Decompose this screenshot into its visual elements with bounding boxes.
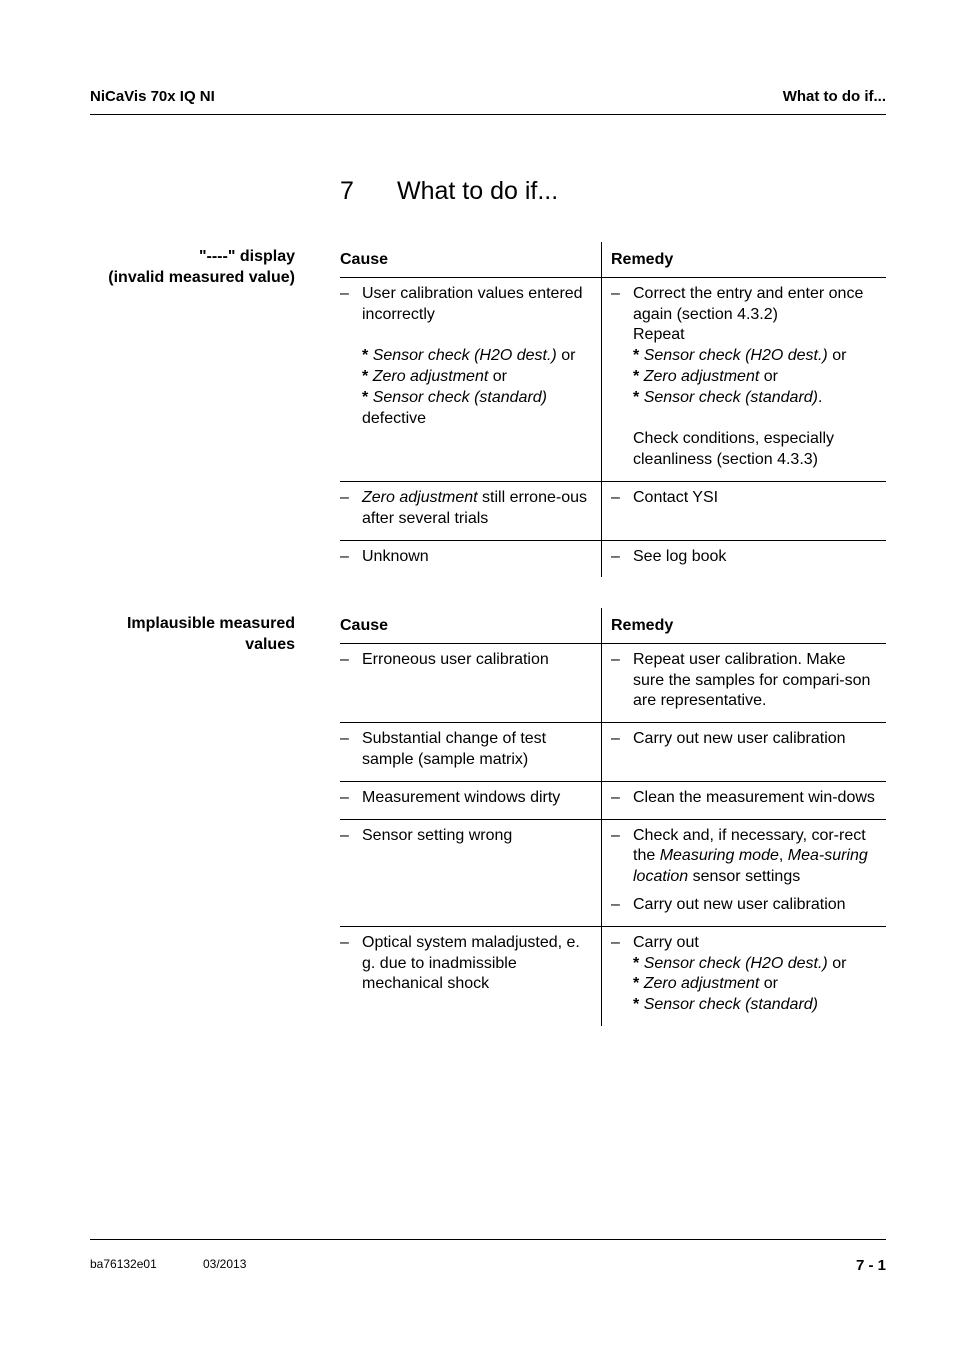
list-item	[611, 895, 886, 916]
dash-bullet: –	[611, 284, 620, 302]
remedy-cell	[602, 723, 887, 782]
table-row	[340, 643, 886, 722]
sub-item	[362, 388, 593, 409]
menu-term: Sensor check (H2O dest.)	[372, 347, 557, 365]
sub-item-tail: .	[818, 388, 823, 406]
chapter-number: 7	[340, 177, 354, 205]
cause-cell	[340, 819, 602, 926]
sub-item	[633, 367, 878, 388]
sub-item-tail: or	[759, 975, 778, 993]
list-item	[340, 729, 601, 771]
list-item	[611, 488, 886, 509]
section-label-line: "----" display	[198, 248, 295, 265]
dash-bullet: –	[611, 788, 620, 806]
column-header-cause: Cause	[340, 242, 602, 277]
asterisk-bullet: *	[633, 367, 640, 385]
footer-document-code: ba76132e01	[90, 1257, 157, 1271]
dash-bullet: –	[340, 284, 349, 302]
sub-item-tail: or	[488, 367, 507, 385]
list-item	[611, 788, 886, 809]
sub-item-tail: or	[827, 347, 847, 365]
table-row	[340, 926, 886, 1026]
section-label-implausible-values	[35, 613, 295, 655]
cause-text: Erroneous user calibration	[362, 650, 549, 668]
remedy-text: Carry out new user calibration	[633, 730, 846, 748]
dash-bullet: –	[340, 650, 349, 668]
remedy-text: Repeat	[633, 326, 685, 344]
asterisk-bullet: *	[633, 954, 640, 972]
menu-term: Sensor check (H2O dest.)	[643, 954, 828, 972]
sub-item	[633, 974, 878, 995]
table-header-row	[340, 608, 886, 643]
item-text	[362, 284, 601, 430]
footer-date: 03/2013	[203, 1257, 247, 1271]
remedy-text: See log book	[633, 547, 727, 565]
sub-item-tail: or	[759, 367, 778, 385]
dash-bullet: –	[340, 488, 349, 506]
sub-item	[633, 346, 878, 367]
menu-term: Sensor check (H2O dest.)	[643, 347, 828, 365]
chapter-title: What to do if...	[397, 177, 559, 205]
item-text	[633, 933, 886, 1016]
item-text	[362, 488, 601, 530]
remedy-text: Repeat user calibration. Make sure the samples for compari-son are representative.	[633, 650, 871, 710]
spacer	[362, 325, 593, 346]
column-header-cause: Cause	[340, 608, 602, 643]
remedy-text: Correct the entry and enter once again (section 4.3.2)	[633, 284, 864, 323]
dash-bullet: –	[611, 488, 620, 506]
remedy-text: Check and, if necessary, cor-rect the	[633, 826, 866, 865]
table-row	[340, 277, 886, 481]
list-item	[611, 729, 886, 750]
footer-rule	[90, 1239, 886, 1240]
cause-cell	[340, 277, 602, 481]
cause-text: Measurement windows dirty	[362, 788, 561, 806]
list-item	[611, 826, 886, 888]
cause-cell	[340, 926, 602, 1026]
list-item	[340, 826, 601, 847]
remedy-text: Carry out new user calibration	[633, 895, 846, 913]
table-row	[340, 540, 886, 577]
remedy-cell	[602, 277, 887, 481]
cause-cell	[340, 540, 602, 577]
remedy-cell	[602, 781, 887, 819]
remedy-cell	[602, 643, 887, 722]
menu-term: Zero adjustment	[643, 975, 760, 993]
cause-text: Unknown	[362, 547, 429, 565]
list-item	[340, 547, 601, 568]
menu-term: Zero adjustment	[362, 488, 478, 506]
remedy-text: ,	[778, 847, 788, 865]
table-header-row	[340, 242, 886, 277]
remedy-cell	[602, 819, 887, 926]
dash-bullet: –	[340, 788, 349, 806]
item-text	[633, 826, 886, 888]
dash-bullet: –	[340, 730, 349, 748]
list-item	[611, 650, 886, 712]
header-chapter-title: What to do if...	[782, 88, 886, 105]
sub-item	[633, 954, 878, 975]
item-text	[633, 284, 886, 471]
column-header-remedy: Remedy	[602, 242, 887, 277]
dash-bullet: –	[611, 547, 620, 565]
menu-term: Measuring mode	[659, 847, 779, 865]
menu-term: Sensor check (standard)	[643, 996, 818, 1014]
dash-bullet: –	[611, 895, 620, 913]
dash-bullet: –	[340, 933, 349, 951]
list-item	[611, 933, 886, 1016]
page-number: 7 - 1	[855, 1257, 886, 1274]
cause-cell	[340, 781, 602, 819]
dash-bullet: –	[611, 650, 620, 668]
column-header-remedy: Remedy	[602, 608, 887, 643]
menu-term: Zero adjustment	[372, 367, 489, 385]
sub-item	[633, 995, 878, 1016]
header-rule	[90, 114, 886, 115]
asterisk-bullet: *	[633, 388, 640, 406]
list-item	[611, 547, 886, 568]
asterisk-bullet: *	[362, 388, 369, 406]
dash-bullet: –	[340, 547, 349, 565]
remedy-text: Contact YSI	[633, 488, 719, 506]
sub-item	[362, 367, 593, 388]
table-row	[340, 481, 886, 540]
remedy-cell	[602, 481, 887, 540]
section-label-line: Implausible measured	[126, 615, 295, 632]
menu-term: Mea-suring location	[633, 847, 868, 886]
asterisk-bullet: *	[362, 367, 369, 385]
header-document-title: NiCaVis 70x IQ NI	[90, 88, 215, 105]
dash-bullet: –	[340, 826, 349, 844]
menu-term: Zero adjustment	[643, 367, 760, 385]
sub-item-tail: or	[556, 347, 576, 365]
troubleshooting-table-invalid-value	[340, 242, 886, 577]
table-row	[340, 819, 886, 926]
cause-cell	[340, 481, 602, 540]
list-item	[611, 284, 886, 471]
remedy-cell	[602, 540, 887, 577]
remedy-text: Clean the measurement win-dows	[633, 788, 875, 806]
asterisk-bullet: *	[362, 347, 369, 365]
table-row	[340, 723, 886, 782]
cause-text: Sensor setting wrong	[362, 826, 513, 844]
list-item	[340, 284, 601, 430]
section-label-line: values	[245, 636, 295, 653]
sub-item	[633, 388, 878, 409]
spacer	[633, 409, 878, 430]
menu-term: Sensor check (standard)	[372, 388, 547, 406]
cause-text: User calibration values entered incorrectly	[362, 284, 583, 323]
remedy-text: sensor settings	[688, 868, 801, 886]
cause-text: still errone-ous after several trials	[362, 488, 587, 527]
section-label-line: (invalid measured value)	[108, 269, 295, 286]
sub-item	[362, 346, 593, 367]
list-item	[340, 933, 601, 995]
remedy-text: Check conditions, especially cleanliness (section 4.3.3)	[633, 430, 834, 469]
troubleshooting-table-implausible-values	[340, 608, 886, 1026]
asterisk-bullet: *	[633, 347, 640, 365]
remedy-cell	[602, 926, 887, 1026]
table-row	[340, 781, 886, 819]
dash-bullet: –	[611, 730, 620, 748]
list-item	[340, 788, 601, 809]
menu-term: Sensor check (standard)	[643, 388, 818, 406]
dash-bullet: –	[611, 933, 620, 951]
list-item	[340, 488, 601, 530]
cause-cell	[340, 723, 602, 782]
list-item	[340, 650, 601, 671]
sub-item-tail: or	[827, 954, 847, 972]
cause-text: Substantial change of test sample (sample matrix)	[362, 730, 547, 768]
section-label-invalid-value	[35, 246, 295, 288]
remedy-text: Carry out	[633, 933, 699, 951]
cause-cell	[340, 643, 602, 722]
cause-text: Optical system maladjusted, e. g. due to inadmissible mechanical shock	[362, 933, 580, 993]
asterisk-bullet: *	[633, 975, 640, 993]
asterisk-bullet: *	[633, 996, 640, 1014]
dash-bullet: –	[611, 826, 620, 844]
cause-text: defective	[362, 409, 427, 427]
